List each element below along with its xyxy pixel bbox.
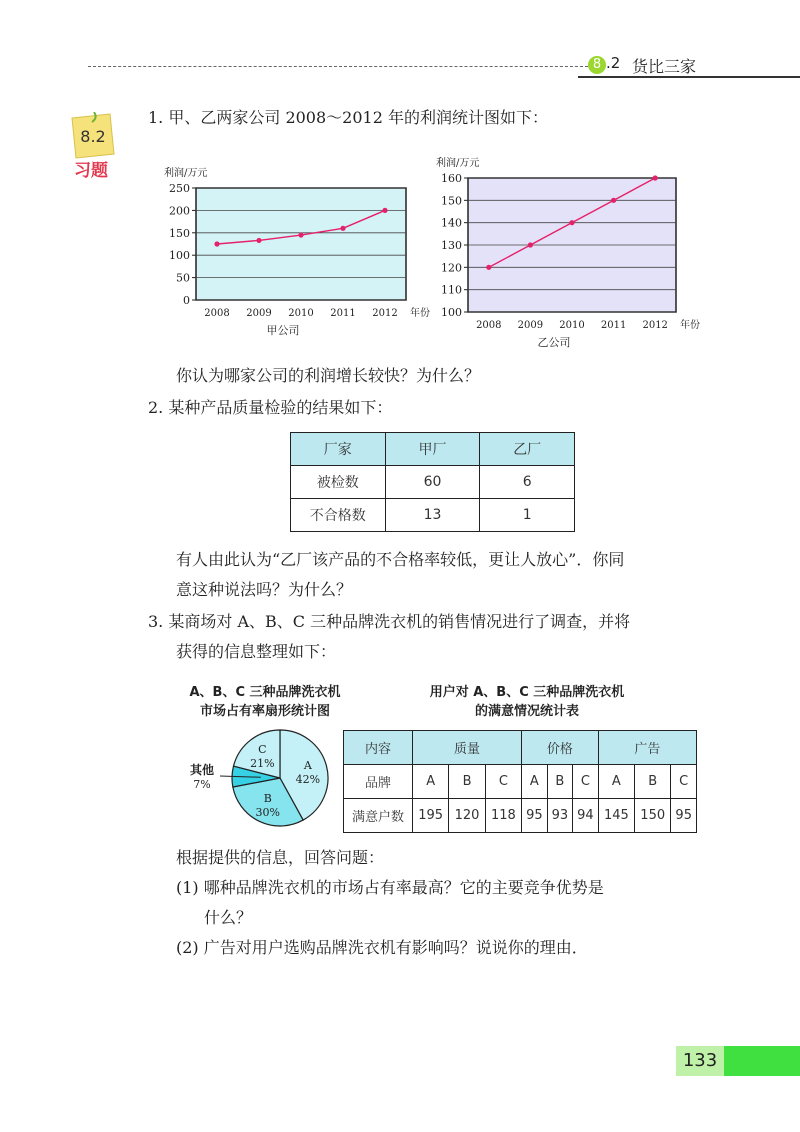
row-label: 满意户数: [344, 799, 413, 833]
table-title: [392, 683, 662, 721]
table-row: [344, 765, 697, 799]
question-2-prompt-line1: 有人由此认为“乙厂该产品的不合格率较低，更让人放心”．你同: [176, 550, 625, 569]
y-tick-label: 100: [169, 249, 190, 263]
x-tick-label: 2012: [642, 320, 668, 331]
badge-label: 习题: [74, 161, 108, 181]
slice-label: A: [303, 758, 312, 772]
slice-value: 30%: [255, 806, 280, 820]
data-point: [214, 241, 219, 246]
chart-title: 甲公司: [266, 324, 300, 337]
header-cell: 内容: [344, 731, 413, 765]
data-point: [611, 198, 616, 203]
y-tick-label: 140: [441, 216, 462, 230]
table-cell: 195: [413, 799, 449, 833]
section-number-sub: .2: [606, 54, 621, 72]
question-2: 2. 某种产品质量检验的结果如下：: [148, 398, 393, 417]
question-1-prompt: 你认为哪家公司的利润增长较快？为什么？: [176, 366, 481, 385]
y-axis-label: 利润/万元: [436, 158, 480, 169]
question-3-prompt: 根据提供的信息，回答问题：: [176, 848, 385, 867]
table-cell: 94: [573, 799, 599, 833]
page-number: 133: [676, 1046, 724, 1076]
table-cell: 13: [385, 499, 480, 532]
chart-yi: [432, 138, 722, 352]
table-cell: A: [598, 765, 634, 799]
y-tick-label: 50: [176, 271, 190, 285]
pie-title-line2: 市场占有率扇形统计图: [199, 704, 330, 719]
table-cell: 120: [449, 799, 485, 833]
data-point: [486, 265, 491, 270]
x-tick-label: 2010: [559, 320, 585, 331]
table-cell: 145: [598, 799, 634, 833]
x-tick-label: 2008: [204, 308, 230, 319]
table-cell: 93: [547, 799, 573, 833]
question-1: 1. 甲、乙两家公司 2008～2012 年的利润统计图如下：: [148, 108, 548, 127]
y-tick-label: 250: [169, 182, 190, 195]
x-tick-label: 2010: [288, 308, 314, 319]
pie-title: [170, 683, 360, 721]
slice-value: 21%: [250, 757, 275, 771]
x-axis-label: 年份: [410, 308, 430, 319]
badge-number: 8.2: [80, 127, 106, 146]
question-3-sub2: (2) 广告对用户选购品牌洗衣机有影响吗？说说你的理由．: [176, 938, 588, 957]
table-cell: 6: [480, 466, 575, 499]
satisfaction-table: [343, 730, 697, 833]
slice-label: B: [263, 792, 272, 806]
data-point: [653, 175, 658, 180]
data-point: [340, 226, 345, 231]
table-cell: 1: [480, 499, 575, 532]
table-row: [291, 499, 575, 532]
header-cell: 甲厂: [385, 433, 480, 466]
slice-label: 其他: [189, 763, 215, 777]
x-tick-label: 2009: [517, 320, 544, 331]
y-tick-label: 120: [441, 261, 462, 275]
data-point: [569, 220, 574, 225]
data-point: [298, 232, 303, 237]
pie-title-line1: A、B、C 三种品牌洗衣机: [189, 685, 341, 700]
chart-title: 乙公司: [537, 336, 571, 348]
table-cell: A: [522, 765, 548, 799]
x-tick-label: 2011: [330, 308, 356, 319]
table-cell: C: [485, 765, 521, 799]
header-cell: 价格: [522, 731, 599, 765]
question-3-sub1-line2: 什么？: [204, 908, 253, 927]
pie-chart: [180, 722, 340, 838]
table-cell: A: [413, 765, 449, 799]
y-tick-label: 130: [441, 239, 462, 252]
quality-table: [290, 432, 575, 532]
row-label: 品牌: [344, 765, 413, 799]
table-cell: 被检数: [291, 466, 386, 499]
chart-jia-svg: [160, 140, 440, 340]
slice-label: C: [258, 743, 267, 757]
table-cell: 150: [635, 799, 671, 833]
slice-value: 42%: [295, 772, 321, 786]
chart-jia: [160, 140, 440, 344]
pie-chart-svg: [180, 722, 340, 834]
table-cell: 95: [671, 799, 697, 833]
table-cell: 60: [385, 466, 480, 499]
y-tick-label: 150: [169, 226, 190, 240]
table-row: [291, 466, 575, 499]
y-tick-label: 100: [441, 306, 462, 319]
data-point: [528, 242, 533, 247]
y-tick-label: 150: [441, 194, 462, 208]
slice-value: 7%: [193, 778, 211, 791]
data-point: [256, 238, 261, 243]
section-number: [588, 54, 620, 74]
y-tick-label: 0: [183, 294, 190, 307]
question-3-line1: 3. 某商场对 A、B、C 三种品牌洗衣机的销售情况进行了调查，并将: [148, 612, 631, 631]
x-tick-label: 2011: [600, 320, 627, 331]
table-cell: C: [671, 765, 697, 799]
table-cell: B: [547, 765, 573, 799]
header-dashed-rule: [88, 66, 588, 67]
table-cell: 不合格数: [291, 499, 386, 532]
x-tick-label: 2009: [246, 308, 272, 319]
y-tick-label: 110: [441, 283, 462, 297]
exercise-badge: [64, 112, 118, 182]
plot-area: [196, 188, 406, 300]
chart-yi-svg: [432, 138, 722, 348]
table-cell: 95: [522, 799, 548, 833]
y-axis-label: 利润/万元: [164, 168, 208, 179]
x-tick-label: 2008: [476, 320, 502, 331]
question-2-prompt-line2: 意这种说法吗？为什么？: [176, 580, 353, 599]
table-cell: C: [573, 765, 599, 799]
data-point: [382, 208, 387, 213]
table-title-line2: 的满意情况统计表: [474, 704, 579, 719]
x-axis-label: 年份: [680, 320, 700, 331]
section-title: 货比三家: [632, 57, 697, 76]
table-title-line1: 用户对 A、B、C 三种品牌洗衣机: [429, 685, 625, 700]
x-tick-label: 2012: [372, 308, 398, 319]
table-cell: 118: [485, 799, 521, 833]
section-number-dot: 8: [588, 56, 606, 74]
quality-table-header: [291, 433, 575, 466]
y-tick-label: 200: [169, 204, 190, 218]
table-row: [344, 799, 697, 833]
header-cell: 广告: [598, 731, 696, 765]
question-3-sub1-line1: (1) 哪种品牌洗衣机的市场占有率最高？它的主要竞争优势是: [176, 878, 604, 897]
header-cell: 质量: [413, 731, 522, 765]
header-cell: 厂家: [291, 433, 386, 466]
table-cell: B: [635, 765, 671, 799]
satisfaction-table-header: [344, 731, 697, 765]
table-cell: B: [449, 765, 485, 799]
y-tick-label: 160: [441, 172, 462, 185]
header-cell: 乙厂: [480, 433, 575, 466]
question-3-line2: 获得的信息整理如下：: [176, 642, 337, 661]
